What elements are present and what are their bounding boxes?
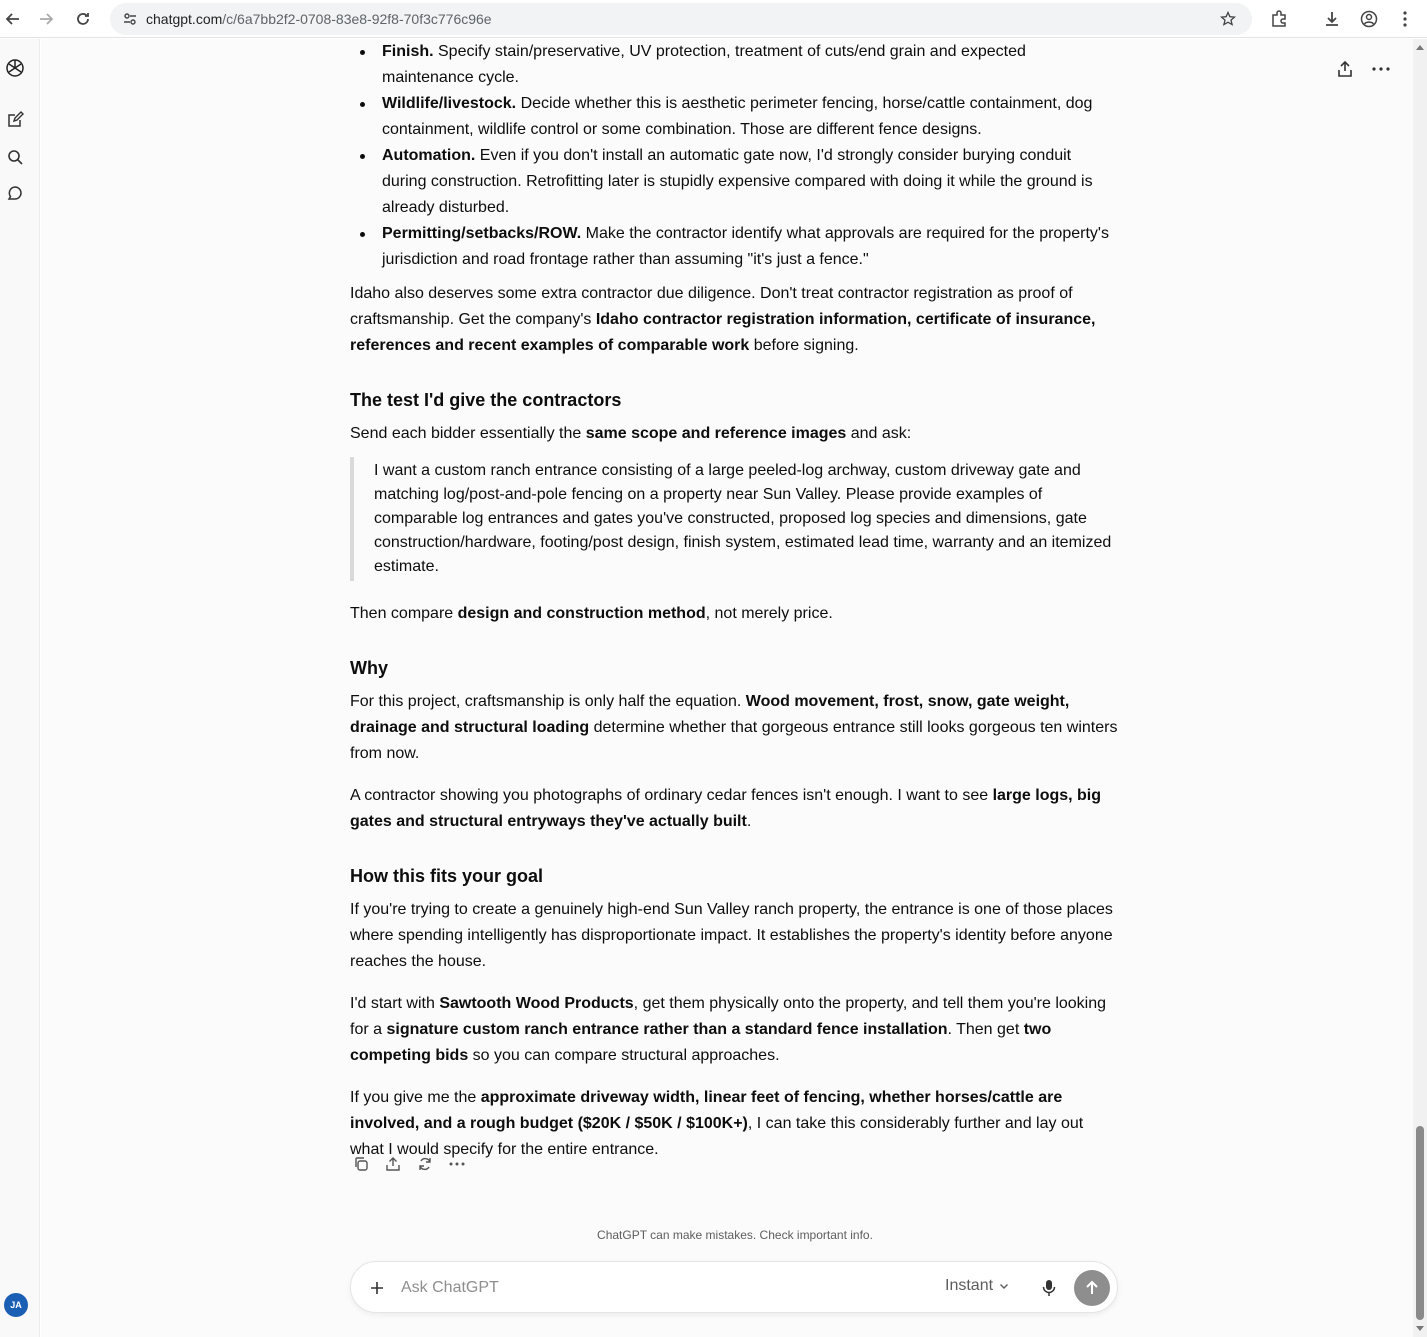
model-selector-label: Instant	[945, 1277, 994, 1294]
contractor-request-quote: I want a custom ranch entrance consisting of a large peeled-log archway, custom driveway gate and matching log/post-and-pole fencing on a property near Sun Valley. Please provide examples of comparable log entrances and gates you've constructed, proposed log species and dimensions, gate construction/hardware, footing/post design, finish system, estimated lead time, warranty and an itemized estimate.	[350, 457, 1120, 581]
scrollbar-thumb[interactable]	[1416, 1126, 1424, 1320]
checklist	[350, 39, 1120, 273]
new-chat-icon[interactable]	[4, 109, 26, 131]
openai-logo-icon[interactable]	[4, 57, 26, 79]
attach-plus-icon[interactable]	[365, 1276, 389, 1300]
composer	[350, 1261, 1118, 1313]
section-heading-goal: How this fits your goal	[350, 866, 544, 886]
assistant-message	[350, 39, 1120, 1179]
chat-main	[41, 39, 1413, 1337]
model-selector[interactable]	[945, 1277, 1009, 1295]
reload-icon[interactable]	[70, 6, 96, 32]
browser-menu-icon[interactable]	[1392, 6, 1418, 32]
chevron-down-icon	[999, 1281, 1009, 1291]
regenerate-icon[interactable]	[414, 1153, 436, 1175]
more-options-icon[interactable]	[1369, 57, 1393, 81]
why-paragraph-2: A contractor showing you photographs of ordinary cedar fences isn't enough. I want to see large logs, big gates and structural entryways they've actually built.	[350, 787, 1102, 830]
copy-icon[interactable]	[350, 1153, 372, 1175]
bookmark-star-icon[interactable]	[1216, 7, 1240, 31]
downloads-icon[interactable]	[1319, 6, 1345, 32]
list-item: Finish. Specify stain/preservative, UV protection, treatment of cuts/end grain and expected maintenance cycle.	[382, 39, 1120, 91]
share-message-icon[interactable]	[382, 1153, 404, 1175]
browser-toolbar	[0, 0, 1427, 38]
list-item: Automation. Even if you don't install an automatic gate now, I'd strongly consider burying conduit during construction. Retrofitting later is stupidly expensive compared with doing it while the ground is already disturbed.	[382, 143, 1120, 221]
goal-paragraph-1: If you're trying to create a genuinely high-end Sun Valley ranch property, the entrance is one of those places where spending intelligently has disproportionate impact. It establishes the property's identity before anyone reaches the house.	[350, 901, 1113, 970]
sidebar	[0, 39, 40, 1337]
address-bar[interactable]	[110, 3, 1252, 35]
profile-icon[interactable]	[1356, 6, 1382, 32]
idaho-paragraph: Idaho also deserves some extra contractor due diligence. Don't treat contractor registration as proof of craftsmanship. Get the company's Idaho contractor registration information, certificate of insurance, references and recent examples of comparable work before signing.	[350, 285, 1096, 354]
scroll-up-arrow-icon[interactable]	[1416, 45, 1424, 50]
conversation-actions	[1333, 57, 1393, 81]
disclaimer: ChatGPT can make mistakes. Check important info.	[597, 1228, 873, 1242]
test-intro: Send each bidder essentially the same scope and reference images and ask:	[350, 425, 912, 442]
goal-paragraph-3: If you give me the approximate driveway width, linear feet of fencing, whether horses/cattle are involved, and a rough budget ($20K / $50K / $100K+), I can take this considerably further and lay out what I would specify for the entire entrance.	[350, 1089, 1084, 1158]
prompt-input[interactable]	[401, 1275, 921, 1301]
site-settings-icon[interactable]	[118, 7, 142, 31]
list-item: Wildlife/livestock. Decide whether this is aesthetic perimeter fencing, horse/cattle containment, dog containment, wildlife control or some combination. Those are different fence designs.	[382, 91, 1120, 143]
url-text: chatgpt.com/c/6a7bb2f2-0708-83e8-92f8-70f3c776c96e	[146, 11, 492, 27]
section-heading-why: Why	[350, 658, 388, 678]
send-button[interactable]	[1074, 1270, 1110, 1306]
arrow-up-icon	[1085, 1280, 1099, 1296]
forward-arrow-icon[interactable]	[33, 6, 59, 32]
scrollbar[interactable]	[1413, 39, 1427, 1337]
why-paragraph-1: For this project, craftsmanship is only half the equation. Wood movement, frost, snow, gate weight, drainage and structural loading determine whether that gorgeous entrance still looks gorgeous ten winters from now.	[350, 693, 1118, 762]
extensions-icon[interactable]	[1266, 6, 1292, 32]
message-actions	[350, 1153, 468, 1175]
chats-icon[interactable]	[4, 182, 26, 204]
search-icon[interactable]	[4, 146, 26, 168]
goal-paragraph-2: I'd start with Sawtooth Wood Products, get them physically onto the property, and tell them you're looking for a signature custom ranch entrance rather than a standard fence installation. Then get two competing bids so you can compare structural approaches.	[350, 995, 1107, 1064]
scroll-down-arrow-icon[interactable]	[1416, 1326, 1424, 1331]
avatar[interactable]: JA	[4, 1293, 28, 1317]
section-heading-test: The test I'd give the contractors	[350, 390, 622, 410]
back-arrow-icon[interactable]	[0, 6, 26, 32]
message-more-icon[interactable]	[446, 1153, 468, 1175]
list-item: Permitting/setbacks/ROW. Make the contractor identify what approvals are required for the property's jurisdiction and road frontage rather than assuming "it's just a fence."	[382, 221, 1120, 273]
compare-paragraph: Then compare design and construction method, not merely price.	[350, 605, 833, 622]
share-icon[interactable]	[1333, 57, 1357, 81]
microphone-icon[interactable]	[1037, 1276, 1061, 1300]
